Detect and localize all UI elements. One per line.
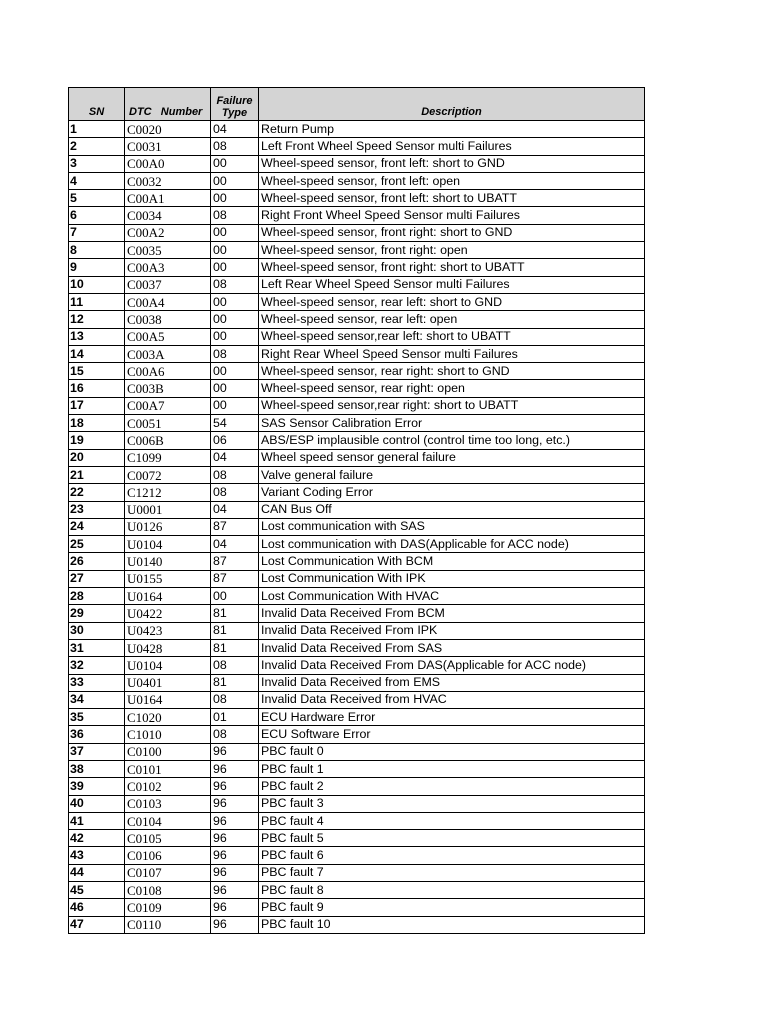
cell-failure-type: 00 <box>211 155 259 172</box>
cell-description: Return Pump <box>259 121 645 138</box>
cell-sn: 6 <box>69 207 125 224</box>
table-row <box>69 726 645 743</box>
cell-sn: 42 <box>69 830 125 847</box>
cell-dtc-number: C0106 <box>125 847 211 864</box>
cell-description: CAN Bus Off <box>259 501 645 518</box>
table-row <box>69 830 645 847</box>
table-row <box>69 397 645 414</box>
cell-description: Wheel speed sensor general failure <box>259 449 645 466</box>
header-sn: SN <box>69 88 125 121</box>
cell-sn: 20 <box>69 449 125 466</box>
cell-failure-type: 00 <box>211 380 259 397</box>
cell-description: PBC fault 4 <box>259 812 645 829</box>
cell-dtc-number: U0104 <box>125 657 211 674</box>
table-row <box>69 639 645 656</box>
cell-sn: 17 <box>69 397 125 414</box>
cell-failure-type: 96 <box>211 778 259 795</box>
cell-sn: 45 <box>69 882 125 899</box>
cell-failure-type: 96 <box>211 795 259 812</box>
table-row <box>69 293 645 310</box>
cell-description: Wheel-speed sensor,rear right: short to UBATT <box>259 397 645 414</box>
cell-failure-type: 01 <box>211 709 259 726</box>
cell-sn: 13 <box>69 328 125 345</box>
cell-dtc-number: C0051 <box>125 415 211 432</box>
cell-description: PBC fault 6 <box>259 847 645 864</box>
cell-sn: 31 <box>69 639 125 656</box>
cell-dtc-number: U0428 <box>125 639 211 656</box>
cell-sn: 22 <box>69 484 125 501</box>
cell-sn: 46 <box>69 899 125 916</box>
cell-dtc-number: C1010 <box>125 726 211 743</box>
table-row <box>69 812 645 829</box>
cell-sn: 24 <box>69 518 125 535</box>
cell-dtc-number: U0422 <box>125 605 211 622</box>
table-row <box>69 795 645 812</box>
cell-description: Invalid Data Received from HVAC <box>259 691 645 708</box>
cell-sn: 27 <box>69 570 125 587</box>
cell-description: Wheel-speed sensor, front left: short to UBATT <box>259 190 645 207</box>
cell-failure-type: 81 <box>211 622 259 639</box>
cell-description: PBC fault 0 <box>259 743 645 760</box>
cell-dtc-number: C0101 <box>125 760 211 777</box>
cell-description: Lost communication with DAS(Applicable for ACC node) <box>259 536 645 553</box>
cell-dtc-number: C006B <box>125 432 211 449</box>
cell-failure-type: 00 <box>211 242 259 259</box>
cell-dtc-number: C0031 <box>125 138 211 155</box>
cell-sn: 2 <box>69 138 125 155</box>
cell-dtc-number: C0020 <box>125 121 211 138</box>
cell-description: PBC fault 8 <box>259 882 645 899</box>
table-row <box>69 501 645 518</box>
cell-failure-type: 04 <box>211 121 259 138</box>
cell-description: Invalid Data Received From DAS(Applicable for ACC node) <box>259 657 645 674</box>
cell-dtc-number: C00A6 <box>125 363 211 380</box>
cell-description: Wheel-speed sensor, front left: short to GND <box>259 155 645 172</box>
cell-description: PBC fault 3 <box>259 795 645 812</box>
cell-sn: 16 <box>69 380 125 397</box>
table-row <box>69 224 645 241</box>
cell-sn: 23 <box>69 501 125 518</box>
cell-sn: 44 <box>69 864 125 881</box>
cell-failure-type: 08 <box>211 657 259 674</box>
cell-sn: 36 <box>69 726 125 743</box>
cell-description: PBC fault 1 <box>259 760 645 777</box>
cell-sn: 29 <box>69 605 125 622</box>
table-row <box>69 691 645 708</box>
table-row <box>69 466 645 483</box>
cell-description: Wheel-speed sensor, rear left: open <box>259 311 645 328</box>
cell-description: PBC fault 10 <box>259 916 645 933</box>
cell-description: Wheel-speed sensor, rear left: short to GND <box>259 293 645 310</box>
cell-failure-type: 96 <box>211 864 259 881</box>
cell-dtc-number: C0034 <box>125 207 211 224</box>
cell-failure-type: 08 <box>211 345 259 362</box>
table-row <box>69 276 645 293</box>
header-failure-type-line1: Failure <box>216 95 253 107</box>
cell-dtc-number: C00A7 <box>125 397 211 414</box>
cell-failure-type: 08 <box>211 726 259 743</box>
cell-description: Valve general failure <box>259 466 645 483</box>
table-body <box>69 121 645 934</box>
table-row <box>69 190 645 207</box>
cell-failure-type: 08 <box>211 138 259 155</box>
cell-sn: 4 <box>69 172 125 189</box>
cell-failure-type: 81 <box>211 674 259 691</box>
cell-dtc-number: C0102 <box>125 778 211 795</box>
cell-failure-type: 81 <box>211 639 259 656</box>
table-row <box>69 363 645 380</box>
cell-dtc-number: U0155 <box>125 570 211 587</box>
cell-dtc-number: C00A1 <box>125 190 211 207</box>
cell-sn: 10 <box>69 276 125 293</box>
cell-sn: 33 <box>69 674 125 691</box>
cell-sn: 25 <box>69 536 125 553</box>
cell-description: Right Rear Wheel Speed Sensor multi Failures <box>259 345 645 362</box>
table-row <box>69 760 645 777</box>
cell-dtc-number: C0037 <box>125 276 211 293</box>
cell-description: Wheel-speed sensor,rear left: short to UBATT <box>259 328 645 345</box>
cell-sn: 35 <box>69 709 125 726</box>
cell-dtc-number: U0164 <box>125 588 211 605</box>
table-row <box>69 121 645 138</box>
cell-sn: 7 <box>69 224 125 241</box>
cell-description: Wheel-speed sensor, front right: open <box>259 242 645 259</box>
table-row <box>69 484 645 501</box>
cell-description: ECU Software Error <box>259 726 645 743</box>
table-row <box>69 882 645 899</box>
cell-failure-type: 54 <box>211 415 259 432</box>
cell-dtc-number: C003B <box>125 380 211 397</box>
cell-sn: 12 <box>69 311 125 328</box>
cell-dtc-number: C0100 <box>125 743 211 760</box>
cell-dtc-number: U0423 <box>125 622 211 639</box>
cell-sn: 21 <box>69 466 125 483</box>
header-failure-type <box>211 88 259 121</box>
dtc-table <box>68 87 645 934</box>
cell-dtc-number: C0108 <box>125 882 211 899</box>
cell-sn: 38 <box>69 760 125 777</box>
cell-dtc-number: C00A4 <box>125 293 211 310</box>
table-row <box>69 570 645 587</box>
cell-failure-type: 96 <box>211 812 259 829</box>
cell-failure-type: 96 <box>211 847 259 864</box>
cell-description: Wheel-speed sensor, front right: short to GND <box>259 224 645 241</box>
cell-failure-type: 06 <box>211 432 259 449</box>
table-row <box>69 536 645 553</box>
table-row <box>69 415 645 432</box>
cell-failure-type: 08 <box>211 466 259 483</box>
table-row <box>69 916 645 933</box>
cell-description: Left Rear Wheel Speed Sensor multi Failures <box>259 276 645 293</box>
cell-failure-type: 00 <box>211 190 259 207</box>
cell-failure-type: 00 <box>211 328 259 345</box>
cell-sn: 9 <box>69 259 125 276</box>
table-row <box>69 432 645 449</box>
cell-dtc-number: C003A <box>125 345 211 362</box>
cell-sn: 47 <box>69 916 125 933</box>
cell-failure-type: 87 <box>211 553 259 570</box>
cell-failure-type: 96 <box>211 882 259 899</box>
cell-failure-type: 08 <box>211 207 259 224</box>
cell-sn: 14 <box>69 345 125 362</box>
cell-dtc-number: U0140 <box>125 553 211 570</box>
cell-description: Wheel-speed sensor, front right: short to UBATT <box>259 259 645 276</box>
table-row <box>69 328 645 345</box>
table-row <box>69 899 645 916</box>
cell-description: Lost communication with SAS <box>259 518 645 535</box>
cell-dtc-number: C0107 <box>125 864 211 881</box>
table-row <box>69 259 645 276</box>
cell-sn: 1 <box>69 121 125 138</box>
cell-failure-type: 87 <box>211 570 259 587</box>
cell-dtc-number: C1020 <box>125 709 211 726</box>
header-failure-type-line2: Type <box>221 107 248 119</box>
table-row <box>69 345 645 362</box>
cell-sn: 41 <box>69 812 125 829</box>
table-row <box>69 778 645 795</box>
table-row <box>69 709 645 726</box>
cell-dtc-number: U0104 <box>125 536 211 553</box>
cell-description: ABS/ESP implausible control (control time too long, etc.) <box>259 432 645 449</box>
cell-description: Left Front Wheel Speed Sensor multi Failures <box>259 138 645 155</box>
cell-failure-type: 96 <box>211 830 259 847</box>
table-row <box>69 553 645 570</box>
cell-sn: 19 <box>69 432 125 449</box>
table-row <box>69 847 645 864</box>
table-row <box>69 449 645 466</box>
cell-failure-type: 08 <box>211 691 259 708</box>
cell-dtc-number: C00A0 <box>125 155 211 172</box>
cell-description: SAS Sensor Calibration Error <box>259 415 645 432</box>
cell-dtc-number: C0105 <box>125 830 211 847</box>
cell-sn: 26 <box>69 553 125 570</box>
cell-failure-type: 96 <box>211 743 259 760</box>
table-row <box>69 588 645 605</box>
cell-description: PBC fault 7 <box>259 864 645 881</box>
cell-sn: 15 <box>69 363 125 380</box>
cell-dtc-number: C0110 <box>125 916 211 933</box>
table-row <box>69 622 645 639</box>
cell-failure-type: 87 <box>211 518 259 535</box>
header-dtc-number: DTC Number <box>125 88 211 121</box>
cell-failure-type: 04 <box>211 501 259 518</box>
cell-sn: 28 <box>69 588 125 605</box>
cell-description: Right Front Wheel Speed Sensor multi Failures <box>259 207 645 224</box>
table-row <box>69 605 645 622</box>
cell-dtc-number: C0035 <box>125 242 211 259</box>
cell-dtc-number: C0038 <box>125 311 211 328</box>
cell-description: PBC fault 5 <box>259 830 645 847</box>
table-row <box>69 674 645 691</box>
cell-failure-type: 00 <box>211 311 259 328</box>
table-row <box>69 864 645 881</box>
cell-sn: 32 <box>69 657 125 674</box>
table-row <box>69 311 645 328</box>
cell-description: Invalid Data Received From BCM <box>259 605 645 622</box>
cell-failure-type: 08 <box>211 484 259 501</box>
cell-sn: 34 <box>69 691 125 708</box>
cell-description: ECU Hardware Error <box>259 709 645 726</box>
cell-failure-type: 00 <box>211 293 259 310</box>
cell-failure-type: 04 <box>211 449 259 466</box>
cell-failure-type: 81 <box>211 605 259 622</box>
cell-failure-type: 00 <box>211 172 259 189</box>
cell-dtc-number: U0401 <box>125 674 211 691</box>
cell-dtc-number: C0032 <box>125 172 211 189</box>
cell-sn: 5 <box>69 190 125 207</box>
cell-description: Lost Communication With BCM <box>259 553 645 570</box>
table-row <box>69 380 645 397</box>
cell-description: Lost Communication With HVAC <box>259 588 645 605</box>
cell-sn: 39 <box>69 778 125 795</box>
cell-failure-type: 00 <box>211 259 259 276</box>
cell-description: Wheel-speed sensor, rear right: open <box>259 380 645 397</box>
cell-dtc-number: C00A5 <box>125 328 211 345</box>
cell-sn: 11 <box>69 293 125 310</box>
cell-failure-type: 96 <box>211 899 259 916</box>
cell-failure-type: 00 <box>211 224 259 241</box>
table-row <box>69 207 645 224</box>
cell-description: Invalid Data Received from EMS <box>259 674 645 691</box>
cell-description: Invalid Data Received From SAS <box>259 639 645 656</box>
table-row <box>69 155 645 172</box>
cell-dtc-number: C0103 <box>125 795 211 812</box>
cell-description: Wheel-speed sensor, front left: open <box>259 172 645 189</box>
cell-failure-type: 00 <box>211 363 259 380</box>
table-row <box>69 138 645 155</box>
cell-description: Variant Coding Error <box>259 484 645 501</box>
cell-description: PBC fault 2 <box>259 778 645 795</box>
cell-dtc-number: C0072 <box>125 466 211 483</box>
cell-dtc-number: C1212 <box>125 484 211 501</box>
table-row <box>69 172 645 189</box>
cell-failure-type: 96 <box>211 916 259 933</box>
cell-sn: 40 <box>69 795 125 812</box>
cell-dtc-number: U0126 <box>125 518 211 535</box>
cell-failure-type: 00 <box>211 397 259 414</box>
table-header-row <box>69 88 645 121</box>
table-row <box>69 743 645 760</box>
cell-description: Invalid Data Received From IPK <box>259 622 645 639</box>
cell-sn: 18 <box>69 415 125 432</box>
header-description: Description <box>259 88 645 121</box>
cell-dtc-number: C00A3 <box>125 259 211 276</box>
cell-dtc-number: U0001 <box>125 501 211 518</box>
cell-failure-type: 96 <box>211 760 259 777</box>
cell-dtc-number: C0109 <box>125 899 211 916</box>
cell-description: Lost Communication With IPK <box>259 570 645 587</box>
cell-dtc-number: U0164 <box>125 691 211 708</box>
cell-failure-type: 08 <box>211 276 259 293</box>
cell-description: Wheel-speed sensor, rear right: short to GND <box>259 363 645 380</box>
cell-description: PBC fault 9 <box>259 899 645 916</box>
cell-failure-type: 04 <box>211 536 259 553</box>
table-row <box>69 657 645 674</box>
cell-sn: 43 <box>69 847 125 864</box>
cell-dtc-number: C1099 <box>125 449 211 466</box>
cell-sn: 37 <box>69 743 125 760</box>
cell-failure-type: 00 <box>211 588 259 605</box>
table-row <box>69 242 645 259</box>
cell-dtc-number: C00A2 <box>125 224 211 241</box>
table-row <box>69 518 645 535</box>
cell-sn: 3 <box>69 155 125 172</box>
cell-dtc-number: C0104 <box>125 812 211 829</box>
cell-sn: 30 <box>69 622 125 639</box>
cell-sn: 8 <box>69 242 125 259</box>
